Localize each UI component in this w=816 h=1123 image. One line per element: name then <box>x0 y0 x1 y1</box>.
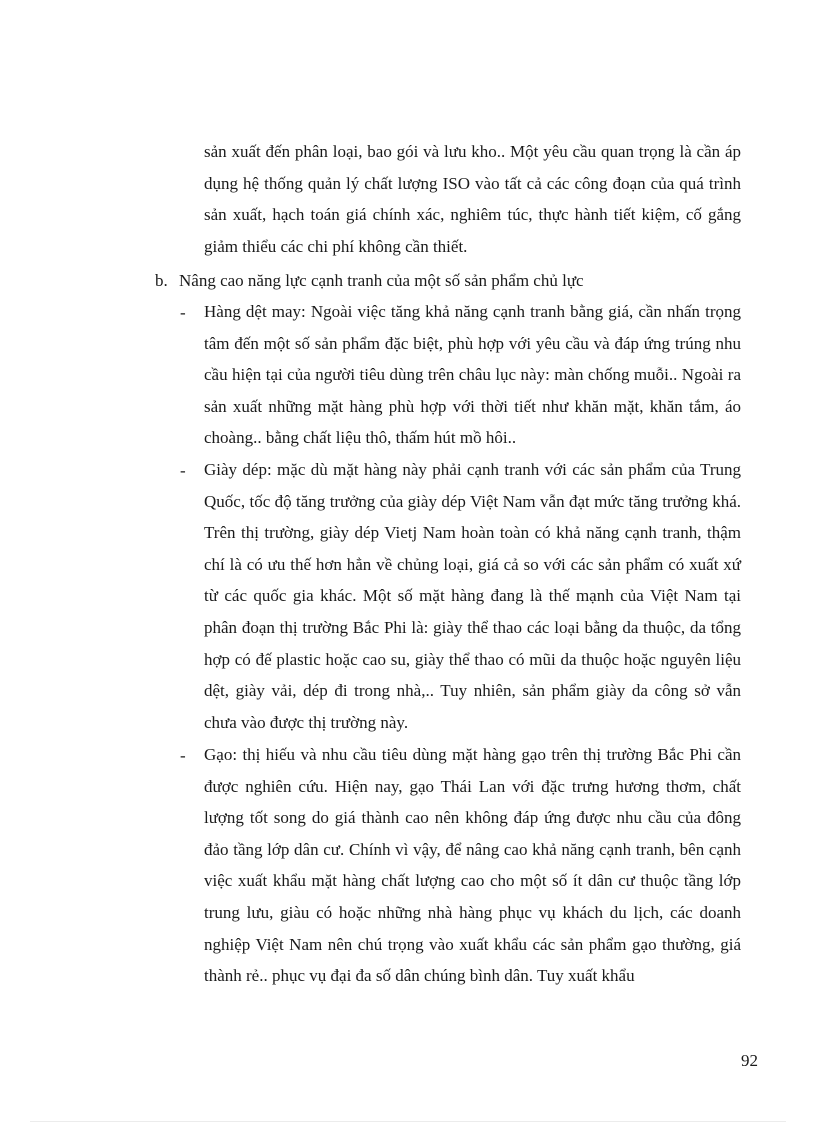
list-item-textiles: Hàng dệt may: Ngoài việc tăng khả năng cạnh tranh bằng giá, cần nhấn trọng tâm đến một số sản phẩm đặc biệt, phù hợp với yêu cầu và đáp ứng trúng nhu cầu hiện tại của người tiêu dùng trên châu lục này: màn chống muỗi.. Ngoài ra sản xuất những mặt hàng phù hợp với thời tiết như khăn mặt, khăn tắm, áo choàng.. bằng chất liệu thô, thấm hút mồ hôi.. <box>204 302 741 448</box>
section-marker: b. <box>155 271 168 290</box>
bullet-dash: - <box>180 461 186 480</box>
list-item-rice: Gạo: thị hiếu và nhu cầu tiêu dùng mặt hàng gạo trên thị trường Bắc Phi cần được nghiên cứu. Hiện nay, gạo Thái Lan với đặc trưng hương thơm, chất lượng tốt song do giá thành cao nên không đáp ứng được nhu cầu của đông đảo tầng lớp dân cư. Chính vì vậy, để nâng cao khả năng cạnh tranh, bên cạnh việc xuất khẩu mặt hàng chất lượng cao cho một số ít dân cư thuộc tầng lớp trung lưu, giàu có hoặc những nhà hàng phục vụ khách du lịch, các doanh nghiệp Việt Nam nên chú trọng vào xuất khẩu các sản phẩm gạo thường, giá thành rẻ.. phục vụ đại đa số dân chúng bình dân. Tuy xuất khẩu <box>204 745 741 986</box>
bullet-dash: - <box>180 303 186 322</box>
page-bottom-divider <box>30 1121 786 1122</box>
bullet-dash: - <box>180 746 186 765</box>
list-item-footwear: Giày dép: mặc dù mặt hàng này phải cạnh tranh với các sản phẩm của Trung Quốc, tốc độ tăng trưởng của giày dép Việt Nam vẫn đạt mức tăng trưởng khá. Trên thị trường, giày dép Vietj Nam hoàn toàn có khả năng cạnh tranh, thậm chí là có ưu thế hơn hẳn về chủng loại, giá cả so với các sản phẩm có xuất xứ từ các quốc gia khác. Một số mặt hàng đang là thế mạnh của Việt Nam tại phân đoạn thị trường Bắc Phi là: giày thể thao các loại bằng da thuộc, da tổng hợp có đế plastic hoặc cao su, giày thể thao có mũi da thuộc hoặc nguyên liệu dệt, giày vải, dép đi trong nhà,.. Tuy nhiên, sản phẩm giày da công sở vẫn chưa vào được thị trường này. <box>204 460 741 732</box>
page-number: 92 <box>741 1051 758 1070</box>
section-heading <box>155 266 755 296</box>
section-title: Nâng cao năng lực cạnh tranh của một số sản phẩm chủ lực <box>179 271 584 290</box>
intro-paragraph: sản xuất đến phân loại, bao gói và lưu kho.. Một yêu cầu quan trọng là cần áp dụng hệ thống quản lý chất lượng ISO vào tất cả các công đoạn của quá trình sản xuất, hạch toán giá chính xác, nghiêm túc, thực hành tiết kiệm, cố gắng giảm thiểu các chi phí không cần thiết. <box>204 142 741 256</box>
